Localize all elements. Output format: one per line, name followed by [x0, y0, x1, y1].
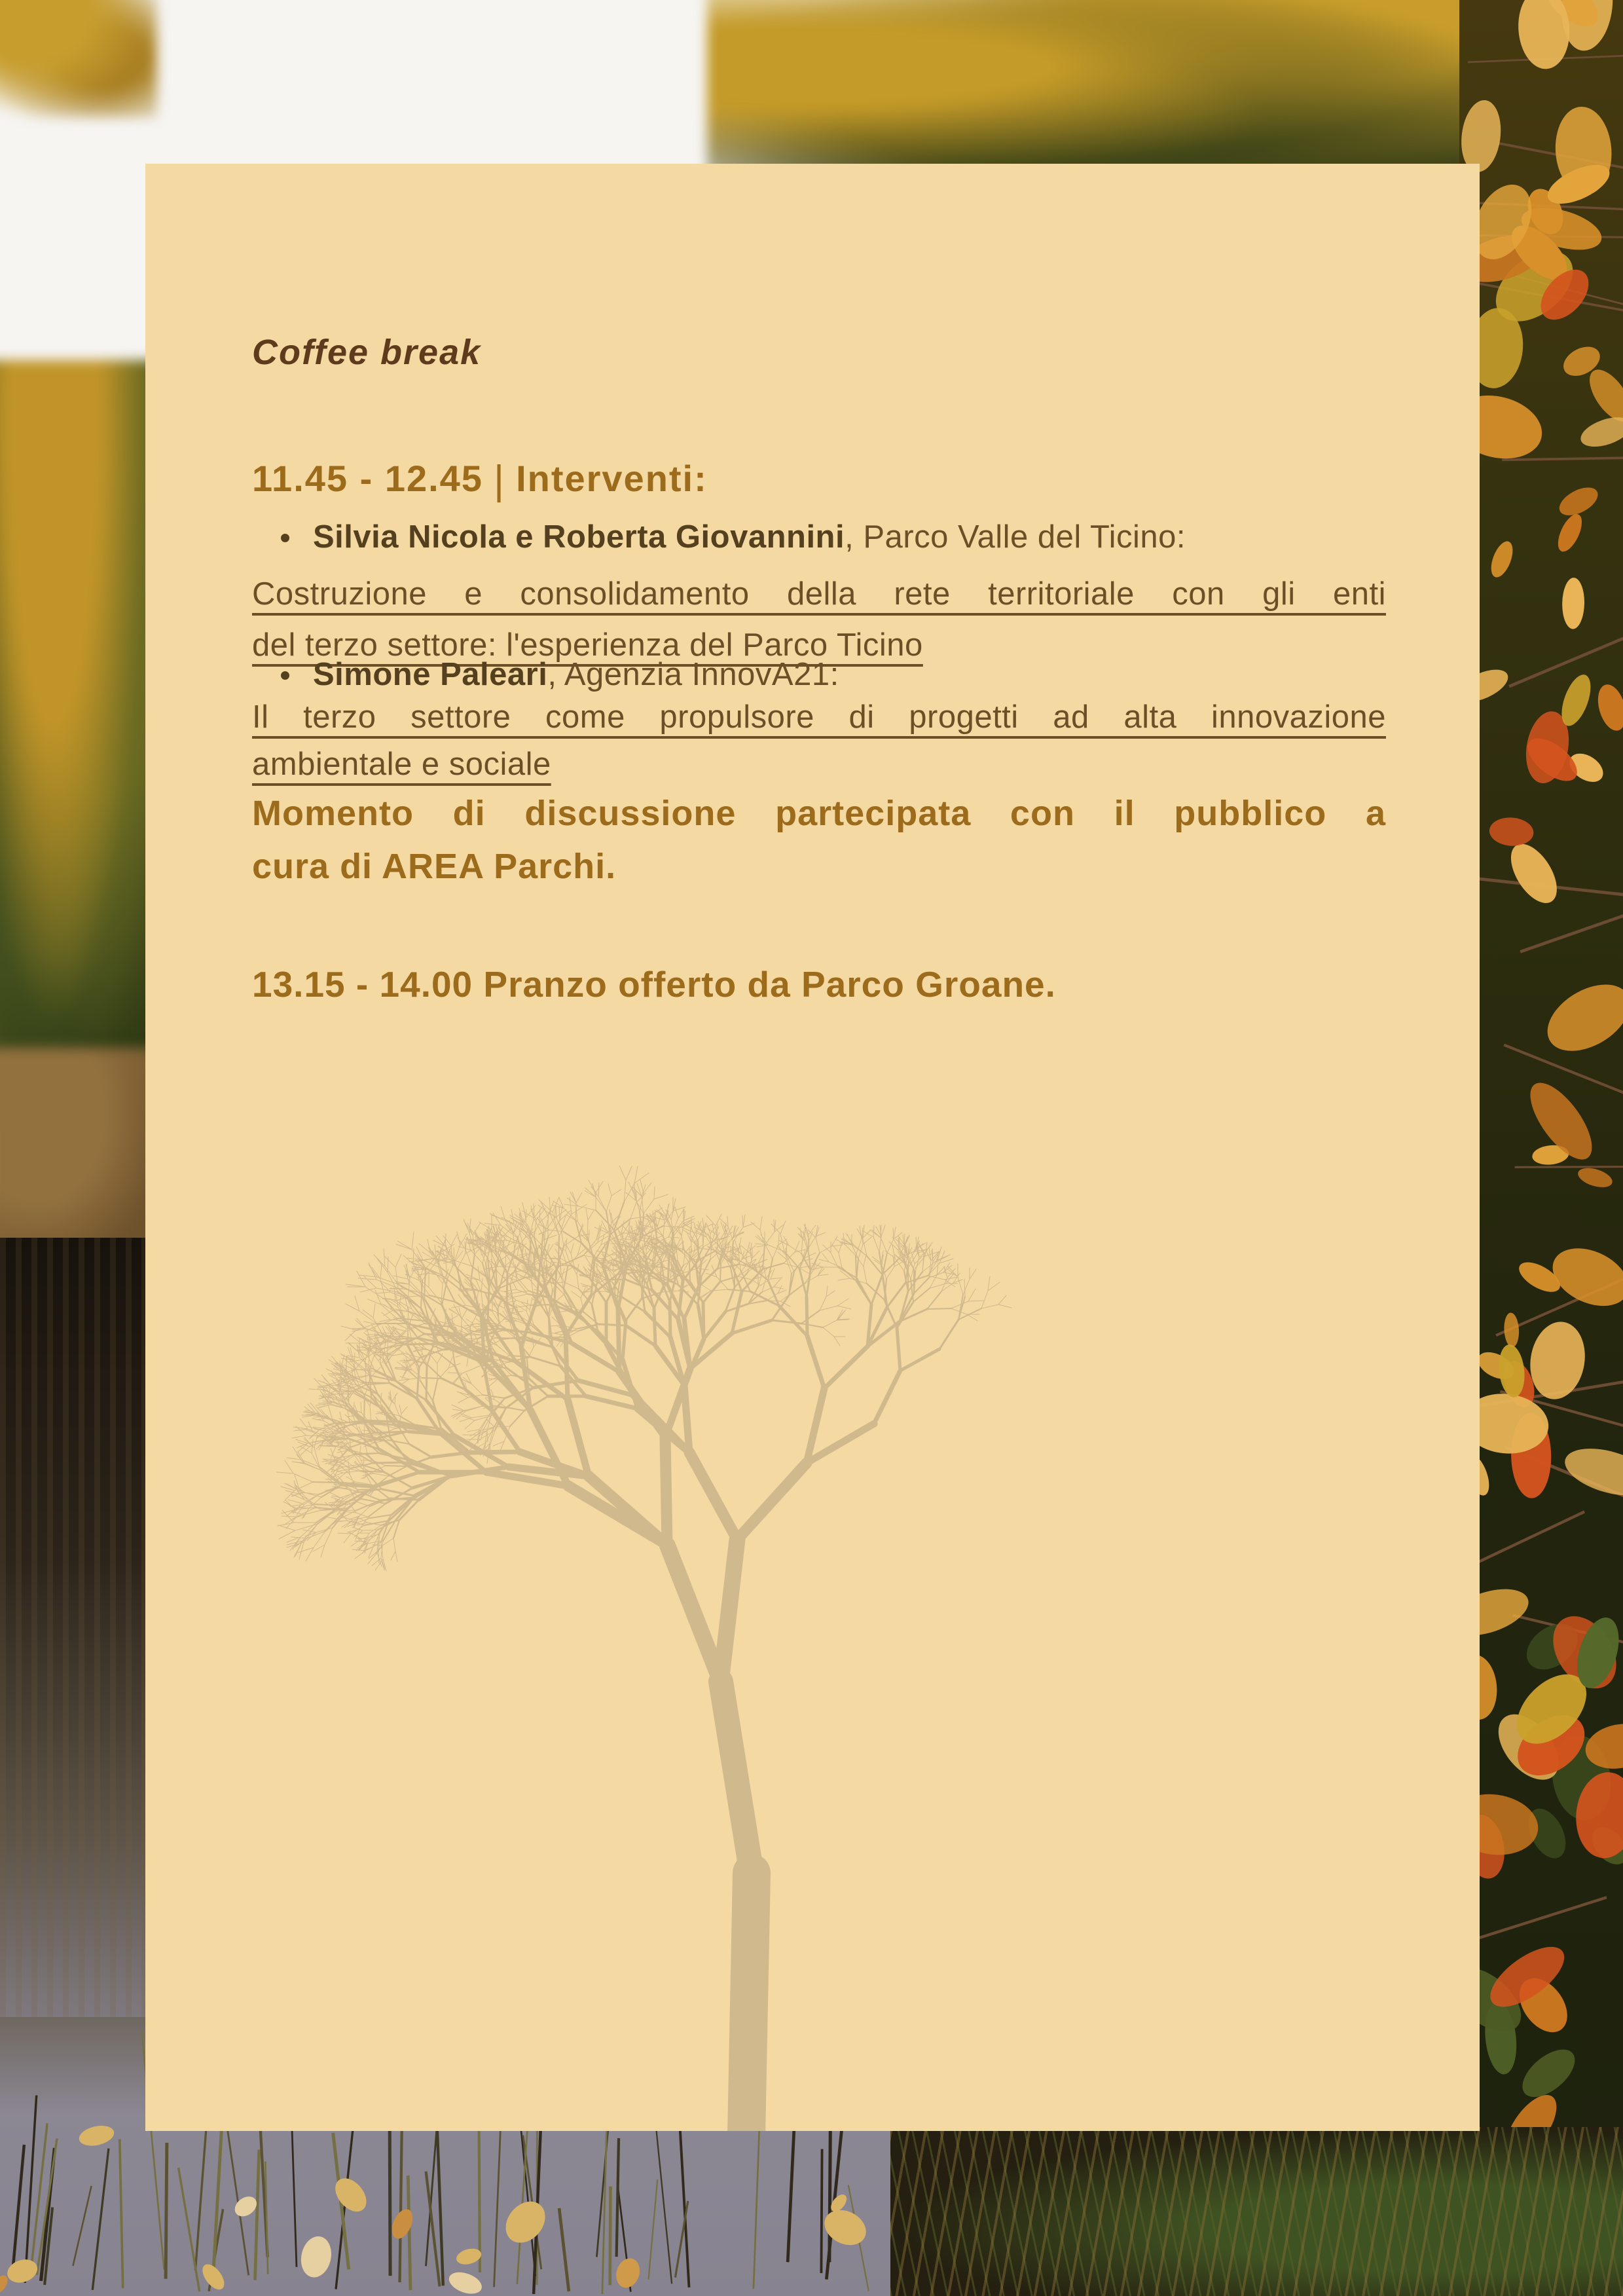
background-forest-left [0, 360, 164, 1133]
discussion-note-line: cura di AREA Parchi. [252, 847, 617, 886]
discussion-note-line: Momento di discussione partecipata con il pubblico a [252, 794, 1386, 833]
session-label: Interventi: [516, 458, 708, 499]
lunch-heading: 13.15 - 14.00 Pranzo offerto da Parco Groane. [252, 964, 1056, 1005]
background-grass-bottom-right [890, 2127, 1623, 2296]
speaker-item [252, 656, 1386, 694]
talk-title-line: Costruzione e consolidamento della rete territoriale con gli enti [252, 576, 1386, 612]
background-autumn-leaves-right [1459, 0, 1623, 2296]
speaker-affiliation: , Agenzia InnovA21: [547, 657, 839, 692]
session-time: 11.45 - 12.45 [252, 458, 483, 499]
separator-bar: | [493, 458, 506, 503]
talk-title-line: del terzo settore: l'esperienza del Parco Ticino [252, 627, 923, 663]
speaker-item [252, 518, 1386, 557]
program-card [145, 164, 1480, 2131]
session-heading [252, 457, 1386, 504]
background-foliage-top-left [0, 0, 157, 118]
program-text [252, 164, 1386, 2131]
bullet-dot-icon [281, 671, 289, 680]
coffee-break-label: Coffee break [252, 333, 482, 372]
background-rocks-left [0, 1048, 158, 1270]
talk-title-line: Il terzo settore come propulsore di progetti ad alta innovazione [252, 699, 1386, 735]
talk-title-line: ambientale e sociale [252, 747, 551, 782]
speaker-name: Silvia Nicola e Roberta Giovannini [313, 519, 845, 555]
bullet-dot-icon [281, 534, 289, 542]
speaker-name: Simone Paleari [313, 657, 548, 692]
speaker-affiliation: , Parco Valle del Ticino: [845, 519, 1186, 555]
